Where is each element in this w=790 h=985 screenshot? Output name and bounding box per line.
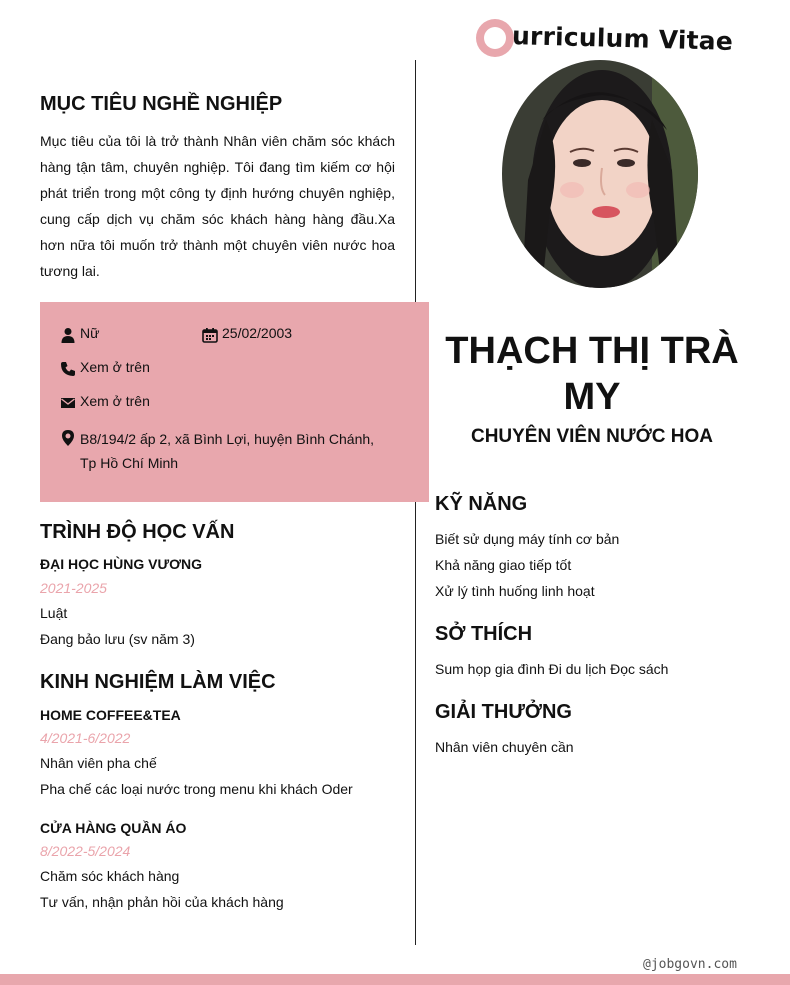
education-major: Luật — [40, 605, 68, 621]
address-value: B8/194/2 ấp 2, xã Bình Lợi, huyện Bình Chánh, Tp Hồ Chí Minh — [80, 431, 375, 471]
job-description: Pha chế các loại nước trong menu khi khách Oder — [40, 781, 353, 797]
phone-icon — [60, 361, 76, 377]
job-period: 4/2021-6/2022 — [40, 730, 131, 746]
objective-text: Mục tiêu của tôi là trở thành Nhân viên chăm sóc khách hàng tận tâm, chuyên nghiệp. Tôi đang tìm kiếm cơ hội phát triển trong một công ty định hướng chuyên nghiệp, cung cấp dịch vụ chăm sóc khách hàng hàng đầu.Xa hơn nữa tôi muốn trở thành một chuyên viên nước hoa tương lai. — [40, 133, 395, 279]
job-company: CỬA HÀNG QUẦN ÁO — [40, 820, 187, 836]
phone-value: Xem ở trên — [80, 359, 150, 375]
watermark: @jobgovn.com — [643, 957, 737, 972]
profile-photo — [502, 60, 698, 288]
skill-item: Biết sử dụng máy tính cơ bản — [435, 531, 620, 547]
objective-heading: MỤC TIÊU NGHỀ NGHIỆP — [40, 93, 283, 115]
education-status: Đang bảo lưu (sv năm 3) — [40, 631, 195, 647]
job-company: HOME COFFEE&TEA — [40, 707, 181, 723]
awards-text: Nhân viên chuyên cần — [435, 739, 574, 755]
contact-email — [60, 393, 150, 411]
email-value: Xem ở trên — [80, 393, 150, 409]
logo-circle-icon — [476, 19, 514, 57]
logo-text: urriculum Vitae — [511, 20, 734, 56]
skill-item: Khả năng giao tiếp tốt — [435, 557, 572, 573]
column-divider — [415, 60, 416, 945]
profile-job-title: CHUYÊN VIÊN NƯỚC HOA — [470, 426, 714, 447]
contact-address — [60, 427, 390, 475]
contact-gender — [60, 325, 99, 343]
job-position: Chăm sóc khách hàng — [40, 868, 180, 884]
skill-item: Xử lý tình huống linh hoạt — [435, 583, 595, 599]
experience-heading: KINH NGHIỆM LÀM VIỆC — [40, 671, 276, 693]
education-heading: TRÌNH ĐỘ HỌC VẤN — [40, 521, 235, 543]
profile-name: THẠCH THỊ TRÀ MY — [445, 330, 739, 418]
skills-heading: KỸ NĂNG — [435, 493, 528, 515]
education-period: 2021-2025 — [40, 580, 107, 596]
awards-heading: GIẢI THƯỞNG — [435, 701, 572, 723]
education-school: ĐẠI HỌC HÙNG VƯƠNG — [40, 556, 203, 572]
job-period: 8/2022-5/2024 — [40, 843, 131, 859]
job-description: Tư vấn, nhận phản hồi của khách hàng — [40, 894, 284, 910]
contact-phone — [60, 359, 150, 377]
footer-bar — [0, 974, 790, 985]
gender-value: Nữ — [80, 325, 100, 341]
job-position: Nhân viên pha chế — [40, 755, 157, 771]
calendar-icon — [202, 327, 218, 343]
birthday-value: 25/02/2003 — [222, 325, 293, 341]
email-icon — [60, 395, 76, 411]
location-pin-icon — [60, 429, 76, 447]
contact-birthday — [202, 325, 292, 343]
cv-logo — [476, 18, 733, 58]
hobbies-heading: SỞ THÍCH — [435, 623, 533, 645]
hobbies-text: Sum họp gia đình Đi du lịch Đọc sách — [435, 661, 669, 677]
person-icon — [60, 327, 76, 343]
